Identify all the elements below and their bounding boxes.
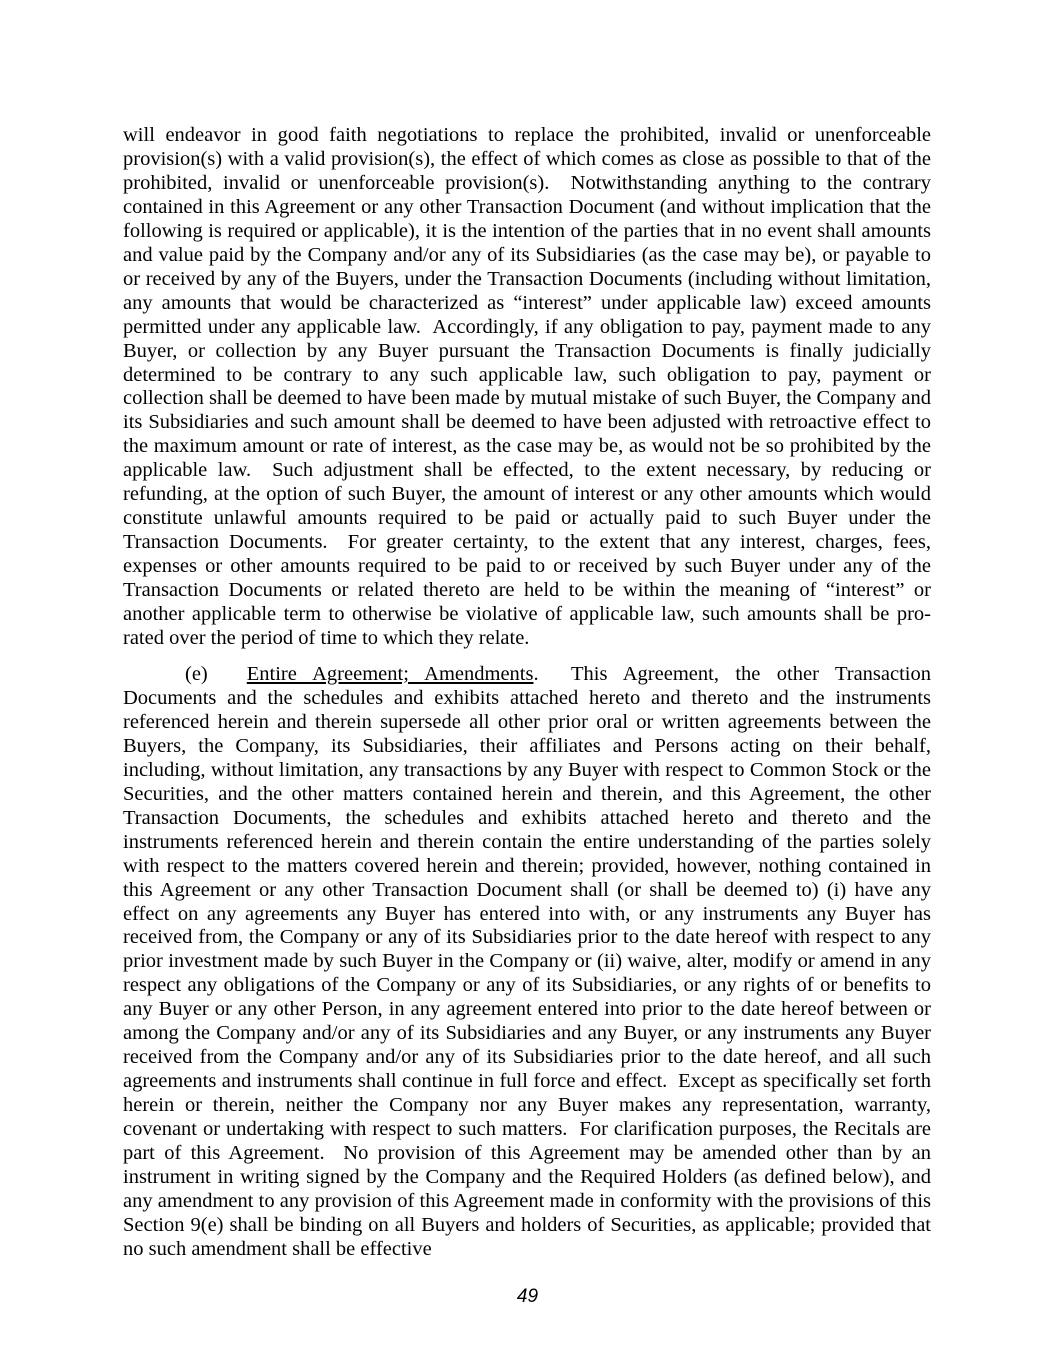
page-number: 49: [516, 1286, 539, 1307]
section-heading-period: .: [533, 662, 539, 685]
paragraph-severability: will endeavor in good faith negotiations to replace the prohibited, invalid or unenforceable provision(s) with a valid provision(s), the effect of which comes as close as possible to that of the prohibited, invalid or unenforceable provision(s). Notwithstanding anything to the contrary contained in this Agreement or any other Transaction Document (and without implication that the following is required or applicable), it is the intention of the parties that in no event shall amounts and value paid by the Company and/or any of its Subsidiaries (as the case may be), or payable to or received by any of the Buyers, under the Transaction Documents (including without limitation, any amounts that would be characterized as “interest” under applicable law) exceed amounts permitted under any applicable law. Accordingly, if any obligation to pay, payment made to any Buyer, or collection by any Buyer pursuant the Transaction Documents is finally judicially determined to be contrary to any such applicable law, such obligation to pay, payment or collection shall be deemed to have been made by mutual mistake of such Buyer, the Company and its Subsidiaries and such amount shall be deemed to have been adjusted with retroactive effect to the maximum amount or rate of interest, as the case may be, as would not be so prohibited by the applicable law. Such adjustment shall be effected, to the extent necessary, by reducing or refunding, at the option of such Buyer, the amount of interest or any other amounts which would constitute unlawful amounts required to be paid or actually paid to such Buyer under the Transaction Documents. For greater certainty, to the extent that any interest, charges, fees, expenses or other amounts required to be paid to or received by such Buyer under any of the Transaction Documents or related thereto are held to be within the meaning of “interest” or another applicable term to otherwise be violative of applicable law, such amounts shall be pro-rated over the period of time to which they relate.: [123, 124, 931, 650]
text-block: [123, 124, 931, 1262]
section-heading: Entire Agreement; Amendments: [246, 662, 534, 685]
paragraph-entire-agreement: [123, 663, 931, 1262]
section-label: (e): [185, 662, 208, 685]
paragraph-entire-agreement-text: This Agreement, the other Transaction Documents and the schedules and exhibits attached hereto and thereto and the instruments referenced herein and therein supersede all other prior oral or written agreements between the Buyers, the Company, its Subsidiaries, their affiliates and Persons acting on their behalf, including, without limitation, any transactions by any Buyer with respect to Common Stock or the Securities, and the other matters contained herein and therein, and this Agreement, the other Transaction Documents, the schedules and exhibits attached hereto and thereto and the instruments referenced herein and therein contain the entire understanding of the parties solely with respect to the matters covered herein and therein; provided, however, nothing contained in this Agreement or any other Transaction Document shall (or shall be deemed to) (i) have any effect on any agreements any Buyer has entered into with, or any instruments any Buyer has received from, the Company or any of its Subsidiaries prior to the date hereof with respect to any prior investment made by such Buyer in the Company or (ii) waive, alter, modify or amend in any respect any obligations of the Company or any of its Subsidiaries, or any rights of or benefits to any Buyer or any other Person, in any agreement entered into prior to the date hereof between or among the Company and/or any of its Subsidiaries and any Buyer, or any instruments any Buyer received from the Company and/or any of its Subsidiaries prior to the date hereof, and all such agreements and instruments shall continue in full force and effect. Except as specifically set forth herein or therein, neither the Company nor any Buyer makes any representation, warranty, covenant or undertaking with respect to such matters. For clarification purposes, the Recitals are part of this Agreement. No provision of this Agreement may be amended other than by an instrument in writing signed by the Company and the Required Holders (as defined below), and any amendment to any provision of this Agreement made in conformity with the provisions of this Section 9(e) shall be binding on all Buyers and holders of Securities, as applicable; provided that no such amendment shall be effective: [123, 662, 931, 1260]
